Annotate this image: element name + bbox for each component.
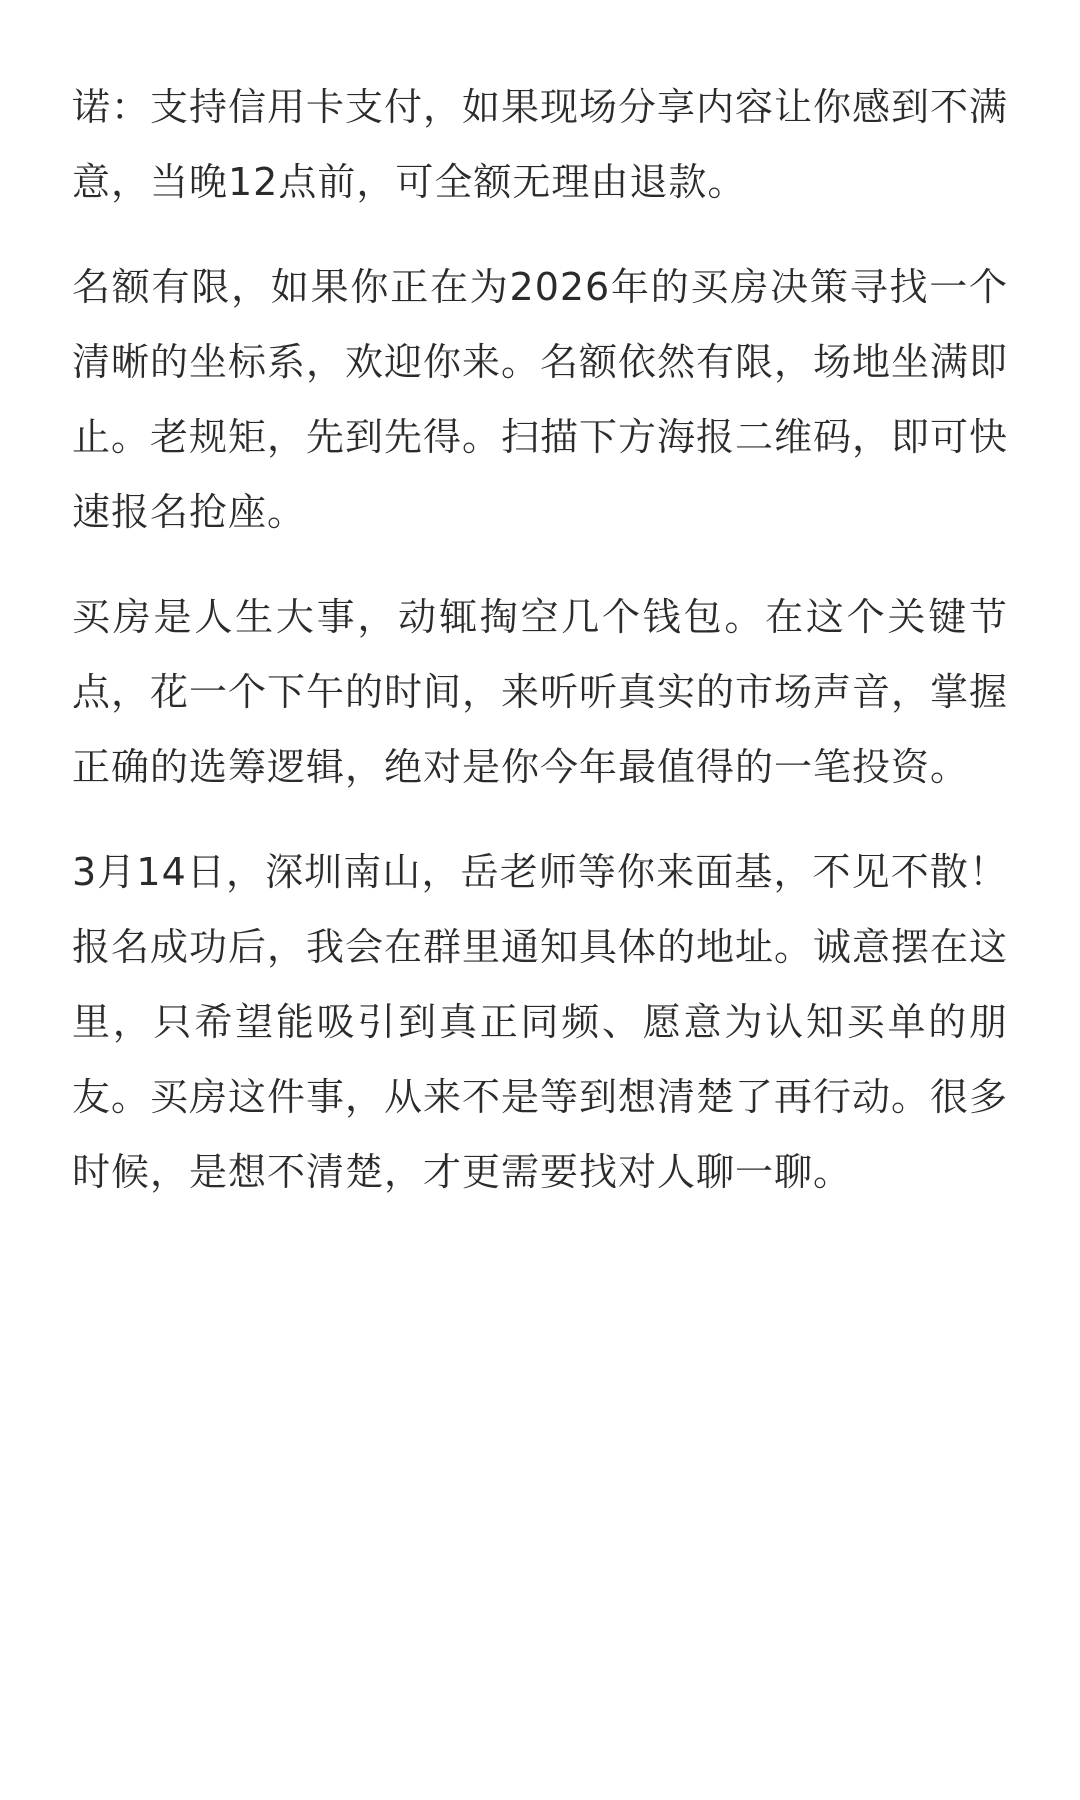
paragraph-event-details: 3月14日，深圳南山，岳老师等你来面基，不见不散！报名成功后，我会在群里通知具体的地址。诚意摆在这里，只希望能吸引到真正同频、愿意为认知买单的朋友。买房这件事，从来不是等到想清楚了再行动。很多时候，是想不清楚，才更需要找对人聊一聊。 <box>72 850 1009 1194</box>
paragraph-refund-policy: 诺：支持信用卡支付，如果现场分享内容让你感到不满意，当晚12点前，可全额无理由退款。 <box>72 85 1009 204</box>
paragraph-investment: 买房是人生大事，动辄掏空几个钱包。在这个关键节点，花一个下午的时间，来听听真实的市场声音，掌握正确的选筹逻辑，绝对是你今年最值得的一笔投资。 <box>72 595 1009 789</box>
paragraph-limited-seats: 名额有限，如果你正在为2026年的买房决策寻找一个清晰的坐标系，欢迎你来。名额依然有限，场地坐满即止。老规矩，先到先得。扫描下方海报二维码，即可快速报名抢座。 <box>72 265 1009 534</box>
